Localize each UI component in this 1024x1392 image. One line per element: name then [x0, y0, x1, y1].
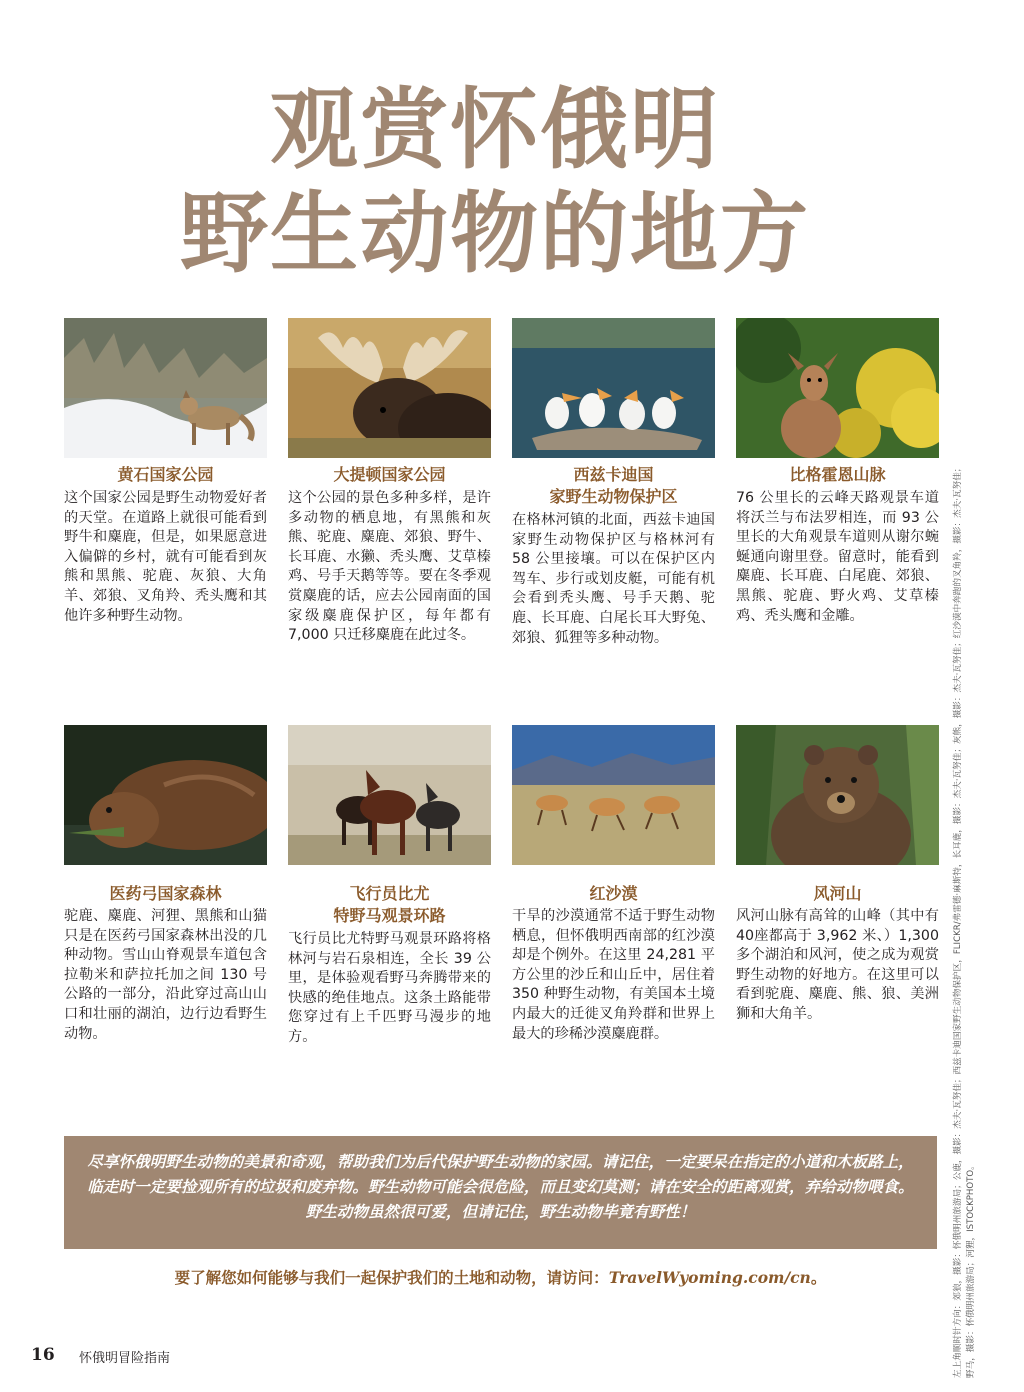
website-link[interactable]: TravelWyoming.com/cn [608, 1268, 811, 1287]
page-title [0, 78, 990, 286]
card-body: 这个国家公园是野生动物爱好者的天堂。在道路上就很可能看到野牛和麋鹿，但是，如果愿意进入偏僻的乡村，就有可能看到灰熊和黑熊、驼鹿、灰狼、大角羊、郊狼、叉角羚、秃头鹰和其他许多种野生动物。 [64, 490, 267, 624]
card-title: 红沙漠 [589, 884, 638, 903]
beaver-photo [64, 725, 267, 865]
pronghorn-photo [512, 725, 715, 865]
publication-name: 怀俄明冒险指南 [79, 1351, 171, 1366]
page-number: 16 [31, 1345, 55, 1365]
card-title: 比格霍恩山脉 [789, 465, 886, 484]
coyote-photo [64, 318, 267, 458]
wild-horses-photo [288, 725, 491, 865]
photo-credits-line1: 左上角顺时针方向：郊狼，摄影：怀俄明州旅游局；公鹿，摄影：杰夫·瓦努佳；西兹卡迪国家野生动物保护区，FLICKR/弗雷德·麻斯特，长耳鹿，摄影：杰夫·瓦努佳；灰熊，摄影：杰夫·瓦努佳；红沙漠中奔跑的叉角羚，摄影：杰夫·瓦努佳； [953, 463, 963, 1378]
grizzly-bear-photo [736, 725, 939, 865]
pelicans-photo [512, 318, 715, 458]
moose-photo [288, 318, 491, 458]
visit-end: 。 [810, 1269, 827, 1287]
card-title: 风河山 [813, 884, 862, 903]
photo-credits [952, 318, 994, 1378]
card-title: 大提顿国家公园 [333, 465, 446, 484]
page-title-line2: 野生动物的地方 [179, 182, 810, 285]
card-title: 西兹卡迪国 家野生动物保护区 [549, 465, 678, 506]
card-body: 飞行员比尤特野马观景环路将格林河与岩石泉相连，全长 39 公里，是体验观看野马奔腾带来的快感的绝佳地点。这条土路能带您穿过有上千匹野马漫步的地方。 [288, 931, 491, 1045]
wildlife-notice: 尽享怀俄明野生动物的美景和奇观，帮助我们为后代保护野生动物的家园。请记住，一定要呆在指定的小道和木板路上，临走时一定要捡观所有的垃圾和废弃物。野生动物可能会很危险，而且变幻莫测；请在安全的距离观赏，弃给动物喂食。野生动物虽然很可爱，但请记住，野生动物毕竟有野性！ [64, 1136, 937, 1249]
card-title: 医药弓国家森林 [109, 884, 222, 903]
deer-photo [736, 318, 939, 458]
card-body: 在格林河镇的北面，西兹卡迪国家野生动物保护区与格林河有 58 公里接壤。可以在保护区内驾车、步行或划皮艇，可能有机会看到秃头鹰、号手天鹅、驼鹿、长耳鹿、白尾长耳大野兔、郊狼、狐狸等多种动物。 [512, 512, 715, 646]
card-body: 风河山脉有高耸的山峰（其中有40座都高于 3,962 米、）1,300 多个湖泊和风河，使之成为观赏野生动物的好地方。在这里可以看到驼鹿、麋鹿、熊、狼、美洲狮和大角羊。 [736, 908, 939, 1022]
visit-text: 要了解您如何能够与我们一起保护我们的土地和动物，请访问： [174, 1269, 609, 1287]
card-body: 这个公园的景色多种多样，是许多动物的栖息地，有黑熊和灰熊、驼鹿、麋鹿、郊狼、野牛、长耳鹿、水獭、秃头鹰、艾草榛鸡、号手天鹅等等。要在冬季观赏麋鹿的话，应去公园南面的国家级麋鹿保护区，每年都有 7,000 只迁移麋鹿在此过冬。 [288, 490, 491, 644]
photo-credits-line2: 野马，摄影：怀俄明州旅游局；河狸，ISTOCKPHOTO。 [966, 1161, 976, 1378]
visit-line [64, 1266, 937, 1288]
card-body: 76 公里长的云峰天路观景车道将沃兰与布法罗相连，而 93 公里长的大角观景车道则从谢尔蜿蜒通向谢里登。留意时，能看到麋鹿、长耳鹿、白尾鹿、郊狼、黑熊、驼鹿、野火鸡、艾草榛鸡、秃头鹰和金雕。 [736, 490, 939, 624]
card-title: 飞行员比尤 特野马观景环路 [333, 884, 446, 925]
card-body: 干旱的沙漠通常不适于野生动物栖息，但怀俄明西南部的红沙漠却是个例外。在这里 24,281 平方公里的沙丘和山丘中，居住着 350 种野生动物，有美国本土境内最大的迁徙叉角羚群和世界上最大的珍稀沙漠麋鹿群。 [512, 908, 715, 1042]
page-title-line1: 观赏怀俄明 [269, 78, 720, 181]
card-body: 驼鹿、麋鹿、河狸、黑熊和山猫只是在医药弓国家森林出没的几种动物。雪山山脊观景车道包含拉勒米和萨拉托加之间 130 号公路的一部分，沿此穿过高山山口和壮丽的湖泊，边行边看野生动物。 [64, 908, 267, 1042]
card-title: 黄石国家公园 [117, 465, 214, 484]
